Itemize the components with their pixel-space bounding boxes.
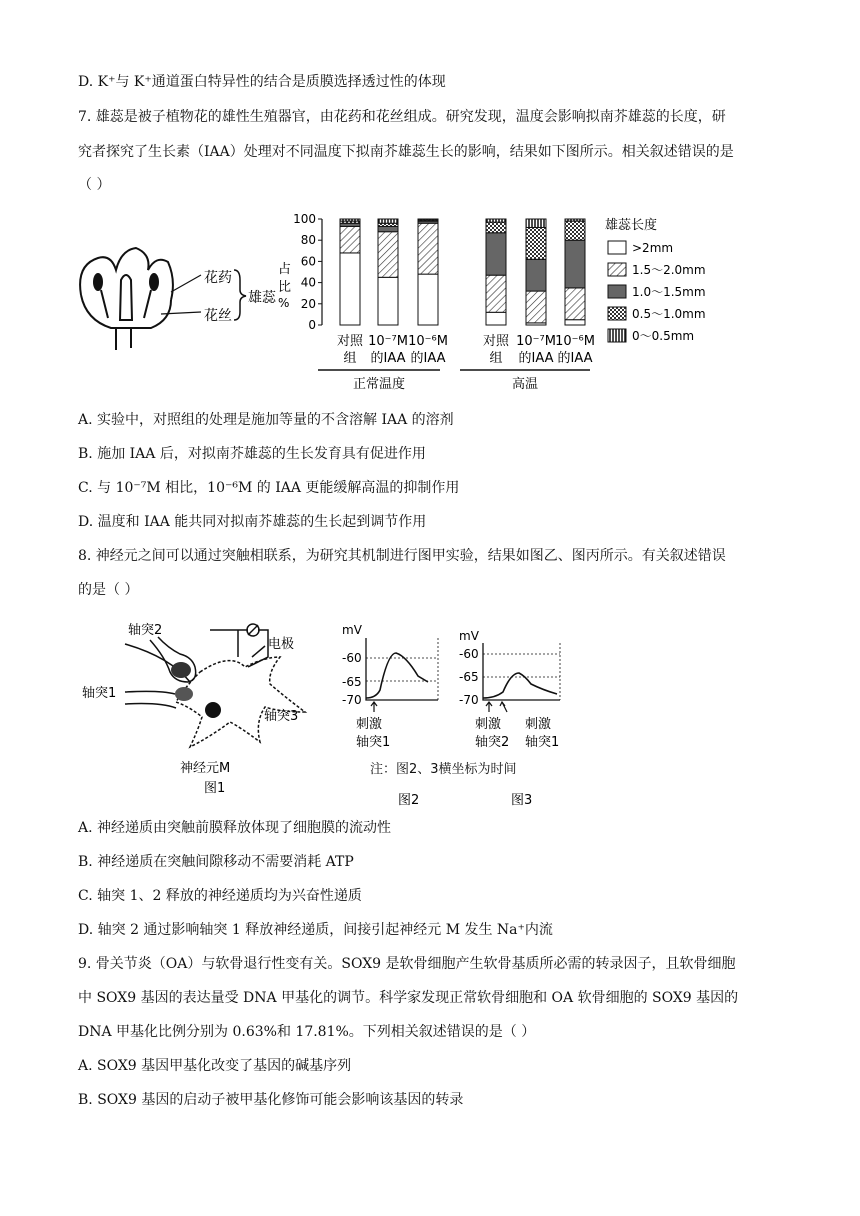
legend-label: 1.0～1.5mm (632, 285, 706, 299)
bar-segment (526, 259, 546, 291)
fig2-stim-line1: 刺激 (356, 717, 383, 732)
category-label: 10⁻⁷M (368, 334, 408, 349)
bar-segment (378, 232, 398, 278)
y-tick-label: 60 (300, 254, 316, 269)
legend-swatch (608, 307, 626, 320)
q9-stem-line1: 9. 骨关节炎（OA）与软骨退行性变有关。SOX9 是软骨细胞产生软骨基质所必需的转录因子，且软骨细胞 (78, 956, 736, 972)
q8-option-b: B. 神经递质在突触间隙移动不需要消耗 ATP (78, 854, 354, 870)
category-label: 对照 (336, 334, 364, 349)
flower-diagram (76, 240, 286, 355)
q9-option-b: B. SOX9 基因的启动子被甲基化修饰可能会影响该基因的转录 (78, 1092, 464, 1108)
fig2-axes (366, 638, 438, 700)
y-label-1: 占 (278, 262, 292, 277)
bar-segment (418, 219, 438, 220)
bar-segment (340, 226, 360, 253)
bar-segment (565, 221, 585, 240)
legend-swatch (608, 329, 626, 342)
filament-lines (101, 290, 151, 318)
group-label: 高温 (511, 377, 539, 392)
fig1-caption: 图1 (204, 781, 226, 796)
nucleus (205, 702, 221, 718)
q8-option-a: A. 神经递质由突触前膜释放体现了细胞膜的流动性 (78, 820, 392, 836)
legend-swatch (608, 241, 626, 254)
axon1-path (125, 691, 175, 694)
label-electrode: 电极 (268, 637, 295, 652)
y-tick-label: 40 (300, 275, 316, 290)
bar-segment (565, 320, 585, 325)
q7-option-b: B. 施加 IAA 后，对拟南芥雄蕊的生长发育具有促进作用 (78, 446, 426, 462)
bar-segment (418, 223, 438, 274)
y-tick-label: 20 (300, 296, 316, 311)
bar-segment (486, 222, 506, 233)
bar-segment (565, 219, 585, 221)
q7-stem-line2: 究者探究了生长素（IAA）处理对不同温度下拟南芥雄蕊生长的影响，结果如下图所示。相关叙述错误的是 (78, 144, 734, 160)
chart-y-axis (293, 212, 322, 332)
legend-label: 0.5～1.0mm (632, 307, 706, 321)
legend-swatch (608, 285, 626, 298)
q8-option-d: D. 轴突 2 通过影响轴突 1 释放神经递质，间接引起神经元 M 发生 Na⁺内流 (78, 922, 553, 938)
legend-label: 1.5～2.0mm (632, 263, 706, 277)
y-tick-label: 100 (293, 212, 316, 226)
category-label: 的IAA (557, 351, 593, 366)
bar-segment (340, 253, 360, 325)
label-stamen: 雄蕊 (248, 290, 276, 306)
category-label: 10⁻⁶M (408, 334, 448, 349)
pistil (120, 275, 132, 320)
fig2-curve (366, 653, 428, 698)
q7-answer-paren: （ ） (78, 177, 111, 193)
bar-segment (378, 226, 398, 231)
bar-segment (340, 219, 360, 221)
y-tick-label: 80 (300, 233, 316, 248)
fig3-stim-b-line1: 刺激 (525, 717, 552, 732)
stamen-brace (234, 270, 246, 320)
figure-3-graph (455, 618, 575, 808)
legend-title: 雄蕊长度 (605, 218, 658, 233)
q9-option-a: A. SOX9 基因甲基化改变了基因的碱基序列 (78, 1058, 352, 1074)
category-label: 组 (343, 351, 357, 366)
axon2-terminal (171, 662, 191, 678)
legend-label: >2mm (632, 241, 674, 255)
q7-option-c: C. 与 10⁻⁷M 相比，10⁻⁶M 的 IAA 更能缓解高温的抑制作用 (78, 480, 460, 496)
neuron-figure-1 (80, 612, 325, 802)
bar-segment (378, 219, 398, 223)
bar-segment (526, 227, 546, 259)
category-label: 的IAA (518, 351, 554, 366)
fig2-tick-65: -65 (342, 675, 362, 689)
fig3-stim-a-line2: 轴突2 (475, 735, 510, 750)
y-label-3: % (278, 296, 290, 310)
label-filament: 花丝 (204, 308, 232, 324)
y-tick-label: 0 (308, 318, 316, 332)
fig2-tick-60: -60 (342, 651, 362, 665)
legend-swatch (608, 263, 626, 276)
fig3-tick-60: -60 (459, 647, 479, 661)
q7-option-a: A. 实验中，对照组的处理是施加等量的不含溶解 IAA 的溶剂 (78, 412, 454, 428)
fig3-tick-70: -70 (459, 693, 479, 707)
bar-segment (418, 274, 438, 325)
fig3-caption: 图3 (511, 793, 533, 808)
axon2-path (150, 637, 196, 682)
q9-stem-line3: DNA 甲基化比例分别为 0.63%和 17.81%。下列相关叙述错误的是（ ） (78, 1024, 536, 1040)
bar-segment (486, 275, 506, 312)
fig2-unit: mV (342, 623, 362, 637)
q8-stem-line2: 的是（ ） (78, 582, 139, 598)
fig3-unit: mV (459, 629, 479, 643)
figure-note: 注：图2、3横坐标为时间 (370, 762, 517, 777)
q8-stem-line1: 8. 神经元之间可以通过突触相联系，为研究其机制进行图甲实验，结果如图乙、图丙所示。有关叙述错误 (78, 548, 726, 564)
fig3-stim-a-line1: 刺激 (475, 717, 502, 732)
category-label: 10⁻⁶M (555, 334, 595, 349)
bar-segment (378, 277, 398, 325)
anther-right (149, 273, 159, 291)
chart-group-labels (318, 370, 590, 392)
q6-option-d: D. K⁺与 K⁺通道蛋白特异性的结合是质膜选择透过性的体现 (78, 74, 446, 90)
axon1-terminal (175, 687, 193, 701)
fig2-stim-line2: 轴突1 (356, 735, 391, 750)
category-label: 的IAA (410, 351, 446, 366)
fig2-caption: 图2 (398, 793, 420, 808)
label-axon1: 轴突1 (82, 686, 117, 701)
bar-segment (486, 312, 506, 325)
chart-category-labels (337, 333, 595, 366)
group-label: 正常温度 (352, 377, 406, 392)
q7-option-d: D. 温度和 IAA 能共同对拟南芥雄蕊的生长起到调节作用 (78, 514, 427, 530)
label-axon3: 轴突3 (264, 709, 299, 724)
category-label: 10⁻⁷M (516, 334, 556, 349)
stamen-length-chart (270, 205, 720, 400)
q7-stem-line1: 7. 雄蕊是被子植物花的雄性生殖器官，由花药和花丝组成。研究发现，温度会影响拟南芥雄蕊的长度，研 (78, 109, 726, 125)
label-anther: 花药 (204, 270, 232, 286)
y-label-2: 比 (278, 280, 292, 295)
bar-segment (486, 233, 506, 275)
bar-segment (486, 219, 506, 222)
anther-left (93, 273, 103, 291)
bar-segment (526, 219, 546, 227)
bar-segment (565, 288, 585, 320)
chart-bars (340, 219, 585, 325)
category-label: 的IAA (370, 351, 406, 366)
chart-legend (605, 217, 706, 343)
label-neuron-m: 神经元M (180, 761, 231, 776)
label-axon2: 轴突2 (128, 623, 163, 638)
category-label: 组 (489, 351, 503, 366)
q9-stem-line2: 中 SOX9 基因的表达量受 DNA 甲基化的调节。科学家发现正常软骨细胞和 OA 软骨细胞的 SOX9 基因的 (78, 990, 739, 1006)
receptacle-outline (81, 295, 171, 328)
bar-segment (526, 291, 546, 323)
fig3-tick-65: -65 (459, 670, 479, 684)
fig3-stim-b-line2: 轴突1 (525, 735, 560, 750)
bar-segment (565, 240, 585, 288)
category-label: 对照 (482, 334, 510, 349)
legend-label: 0～0.5mm (632, 329, 695, 343)
fig2-gridlines (366, 638, 438, 700)
petal-outline (80, 248, 173, 300)
electrode-wire (210, 630, 268, 667)
q8-option-c: C. 轴突 1、2 释放的神经递质均为兴奋性递质 (78, 888, 362, 904)
fig2-tick-70: -70 (342, 693, 362, 707)
